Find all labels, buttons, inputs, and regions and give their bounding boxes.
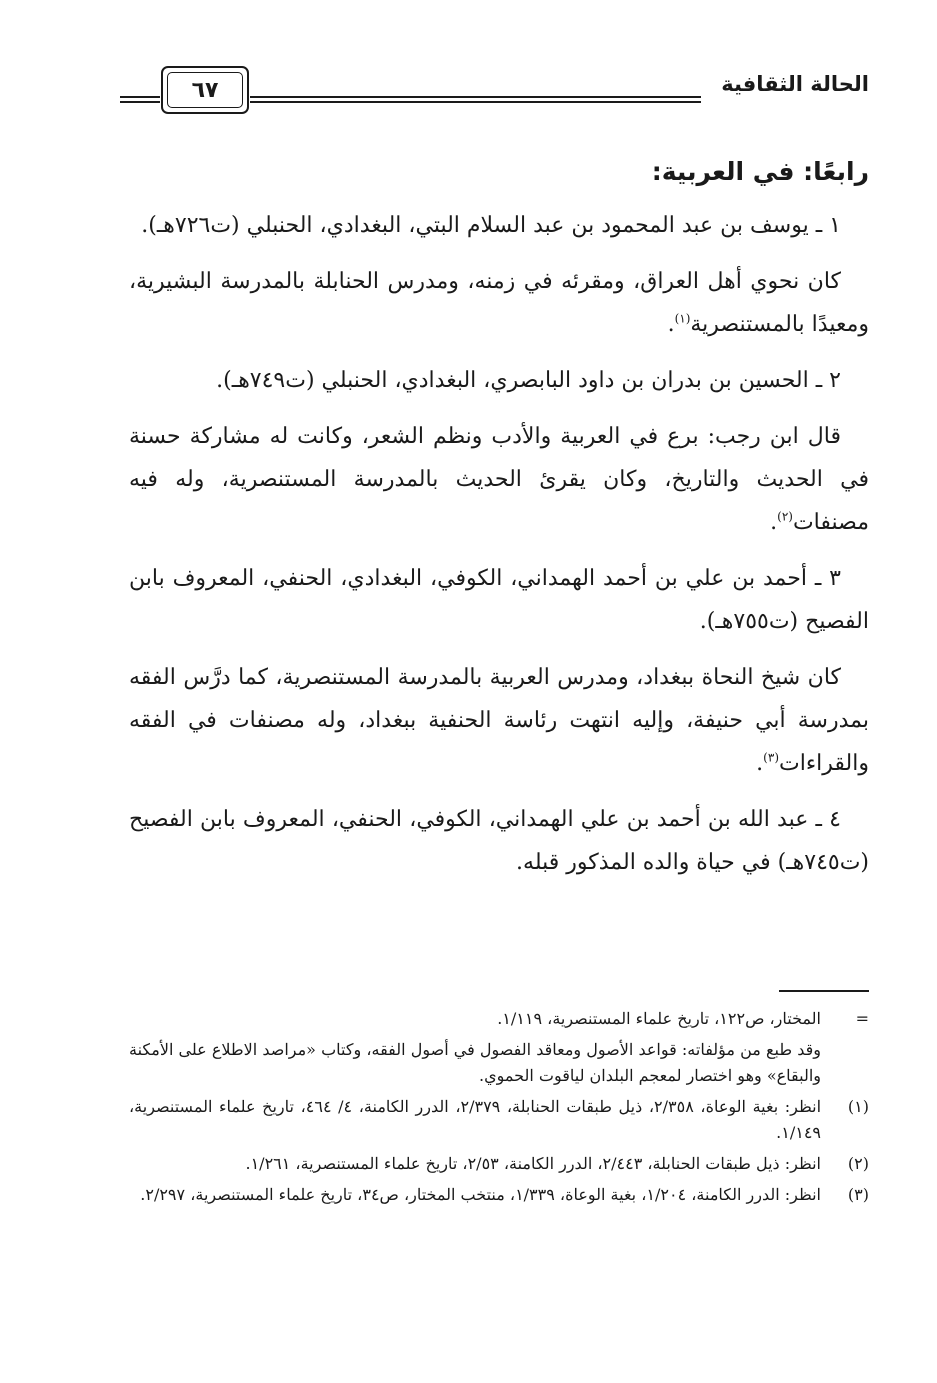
footnote — [129, 1006, 869, 1032]
paragraph-text: كان شيخ النحاة ببغداد، ومدرس العربية بالمدرسة المستنصرية، كما درَّس الفقه بمدرسة أبي حنيفة، وإليه انتهت رئاسة الحنفية ببغداد، وله مصنفات في الفقه والقراءات — [129, 665, 869, 776]
footnote-marker: (٣) — [847, 1185, 869, 1204]
paragraph-tail: . — [756, 751, 764, 776]
footnote-marker — [821, 1037, 869, 1089]
footnote-marker: (٢) — [847, 1154, 869, 1173]
footnote-text: انظر: بغية الوعاة، ٢/٣٥٨، ذيل طبقات الحنابلة، ٢/٣٧٩، الدرر الكامنة، ٤/ ٤٦٤، تاريخ علماء المستنصرية، ١/١٤٩. — [129, 1097, 822, 1142]
chapter-title: الحالة الثقافية — [721, 72, 869, 96]
footnote — [129, 1094, 869, 1146]
entry-paragraph — [129, 656, 869, 785]
entry-paragraph — [129, 204, 869, 247]
footnote — [129, 1182, 869, 1208]
footnote — [129, 1151, 869, 1177]
paragraph-text: ١ ـ يوسف بن عبد المحمود بن عبد السلام البتي، البغدادي، الحنبلي (ت٧٢٦هـ). — [141, 213, 841, 238]
entry-paragraph — [129, 798, 869, 884]
header-rule-short — [120, 101, 160, 103]
footnotes — [129, 1006, 869, 1213]
paragraph-text: قال ابن رجب: برع في العربية والأدب ونظم الشعر، وكانت له مشاركة حسنة في الحديث والتاريخ، وكان يقرئ الحديث بالمدرسة المستنصرية، وله فيه مصنفات — [129, 424, 869, 535]
footnote-text: انظر: الدرر الكامنة، ١/٢٠٤، بغية الوعاة، ١/٣٣٩، منتخب المختار، ص٣٤، تاريخ علماء المستنصرية، ٢/٢٩٧. — [140, 1185, 821, 1204]
footnote — [129, 1037, 869, 1089]
footnote-separator — [779, 990, 869, 992]
paragraph-text: كان نحوي أهل العراق، ومقرئه في زمنه، ومدرس الحنابلة بالمدرسة البشيرية، ومعيدًا بالمستنصرية — [129, 269, 869, 337]
page-number: ٦٧ — [191, 77, 219, 103]
header-rule — [250, 96, 701, 98]
footnote-ref: (١) — [674, 311, 691, 326]
footnote-marker: (١) — [847, 1097, 869, 1116]
page-header — [0, 58, 937, 128]
footnote-marker: = — [855, 1009, 869, 1028]
header-rule-short — [120, 96, 160, 98]
entry-paragraph — [129, 260, 869, 346]
header-rule — [250, 101, 701, 103]
footnote-ref: (٣) — [763, 750, 779, 765]
entry-paragraph — [129, 415, 869, 544]
paragraph-text: ٤ ـ عبد الله بن أحمد بن علي الهمداني، الكوفي، الحنفي، المعروف بابن الفصيح (ت٧٤٥هـ) في حياة والده المذكور قبله. — [129, 807, 869, 875]
footnote-text: وقد طبع من مؤلفاته: قواعد الأصول ومعاقد الفصول في أصول الفقه، وكتاب «مراصد الاطلاع على الأمكنة والبقاع» وهو اختصار لمعجم البلدان لياقوت الحموي. — [129, 1040, 821, 1085]
paragraph-tail: . — [667, 312, 675, 337]
footnote-text: انظر: ذيل طبقات الحنابلة، ٢/٤٤٣، الدرر الكامنة، ٢/٥٣، تاريخ علماء المستنصرية، ١/٢٦١. — [245, 1154, 821, 1173]
main-text — [129, 150, 869, 897]
footnote-ref: (٢) — [777, 509, 793, 524]
paragraph-text: ٢ ـ الحسين بن بدران بن داود البابصري، البغدادي، الحنبلي (ت٧٤٩هـ). — [216, 368, 841, 393]
page-number-frame — [161, 66, 249, 114]
entry-paragraph — [129, 359, 869, 402]
section-heading: رابعًا: في العربية: — [651, 157, 869, 186]
entry-paragraph — [129, 557, 869, 643]
paragraph-tail: . — [770, 510, 778, 535]
footnote-text: المختار، ص١٢٢، تاريخ علماء المستنصرية، ١/١١٩. — [497, 1009, 821, 1028]
paragraph-text: ٣ ـ أحمد بن علي بن أحمد الهمداني، الكوفي، البغدادي، الحنفي، المعروف بابن الفصيح (ت٧٥٥هـ). — [129, 566, 869, 634]
